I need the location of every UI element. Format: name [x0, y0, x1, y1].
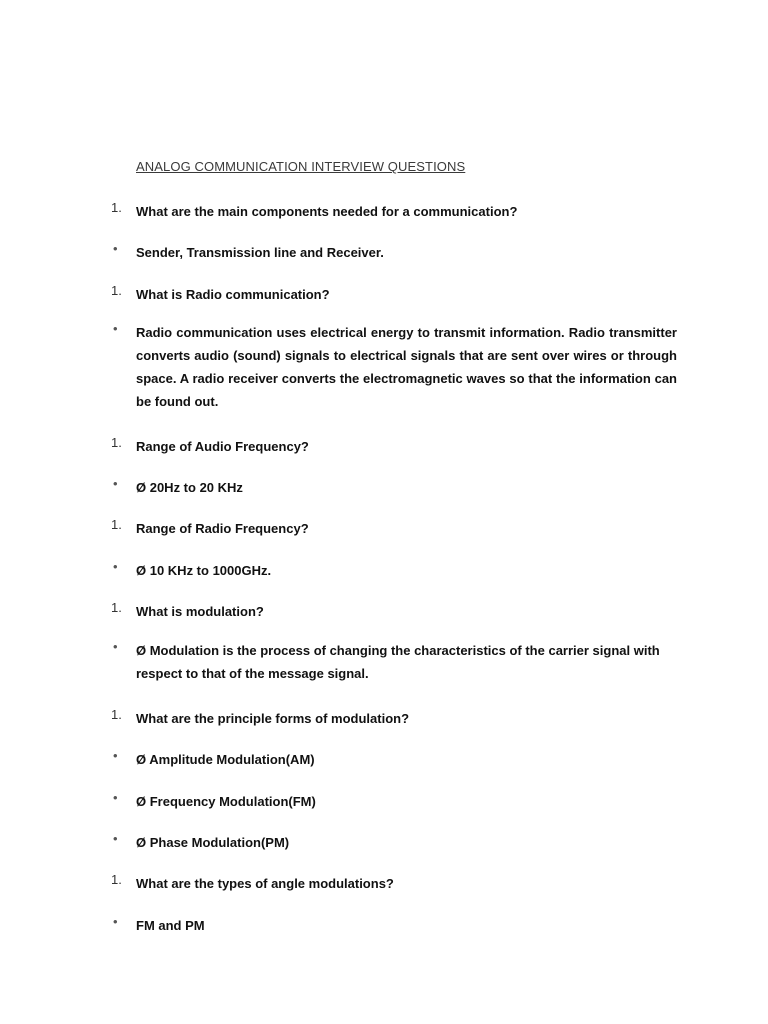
answer-text: Ø Phase Modulation(PM)	[136, 835, 290, 850]
bullet-icon: •	[113, 639, 118, 654]
list-number: 1.	[111, 283, 122, 298]
bullet-icon: •	[113, 914, 118, 929]
bullet-icon: •	[113, 476, 118, 491]
question-text: What are the main components needed for a communication?	[136, 204, 518, 219]
answer-text: Sender, Transmission line and Receiver.	[136, 245, 384, 260]
list-number: 1.	[111, 600, 122, 615]
list-number: 1.	[111, 200, 122, 215]
answer-text: Radio communication uses electrical energy to transmit information. Radio transmitter converts audio (sound) signals to electrical signals that are sent over wires or through space. A radio receiver converts the electromagnetic waves so that the information can be found out.	[136, 325, 677, 409]
list-number: 1.	[111, 517, 122, 532]
document-title: ANALOG COMMUNICATION INTERVIEW QUESTIONS	[136, 159, 466, 174]
answer-text: Ø Frequency Modulation(FM)	[136, 794, 316, 809]
bullet-icon: •	[113, 559, 118, 574]
bullet-icon: •	[113, 748, 118, 763]
list-number: 1.	[111, 872, 122, 887]
question-text: Range of Radio Frequency?	[136, 521, 309, 536]
question-text: Range of Audio Frequency?	[136, 439, 309, 454]
bullet-icon: •	[113, 321, 118, 336]
bullet-icon: •	[113, 241, 118, 256]
question-text: What is modulation?	[136, 604, 264, 619]
question-text: What are the types of angle modulations?	[136, 876, 394, 891]
bullet-icon: •	[113, 831, 118, 846]
answer-text: Ø Modulation is the process of changing the characteristics of the carrier signal with respect to that of the message signal.	[136, 643, 660, 681]
list-number: 1.	[111, 707, 122, 722]
question-text: What are the principle forms of modulation?	[136, 711, 410, 726]
question-text: What is Radio communication?	[136, 287, 330, 302]
list-number: 1.	[111, 435, 122, 450]
answer-text: Ø 10 KHz to 1000GHz.	[136, 563, 272, 578]
answer-text: FM and PM	[136, 918, 205, 933]
bullet-icon: •	[113, 790, 118, 805]
answer-text: Ø 20Hz to 20 KHz	[136, 480, 243, 495]
answer-text: Ø Amplitude Modulation(AM)	[136, 752, 315, 767]
